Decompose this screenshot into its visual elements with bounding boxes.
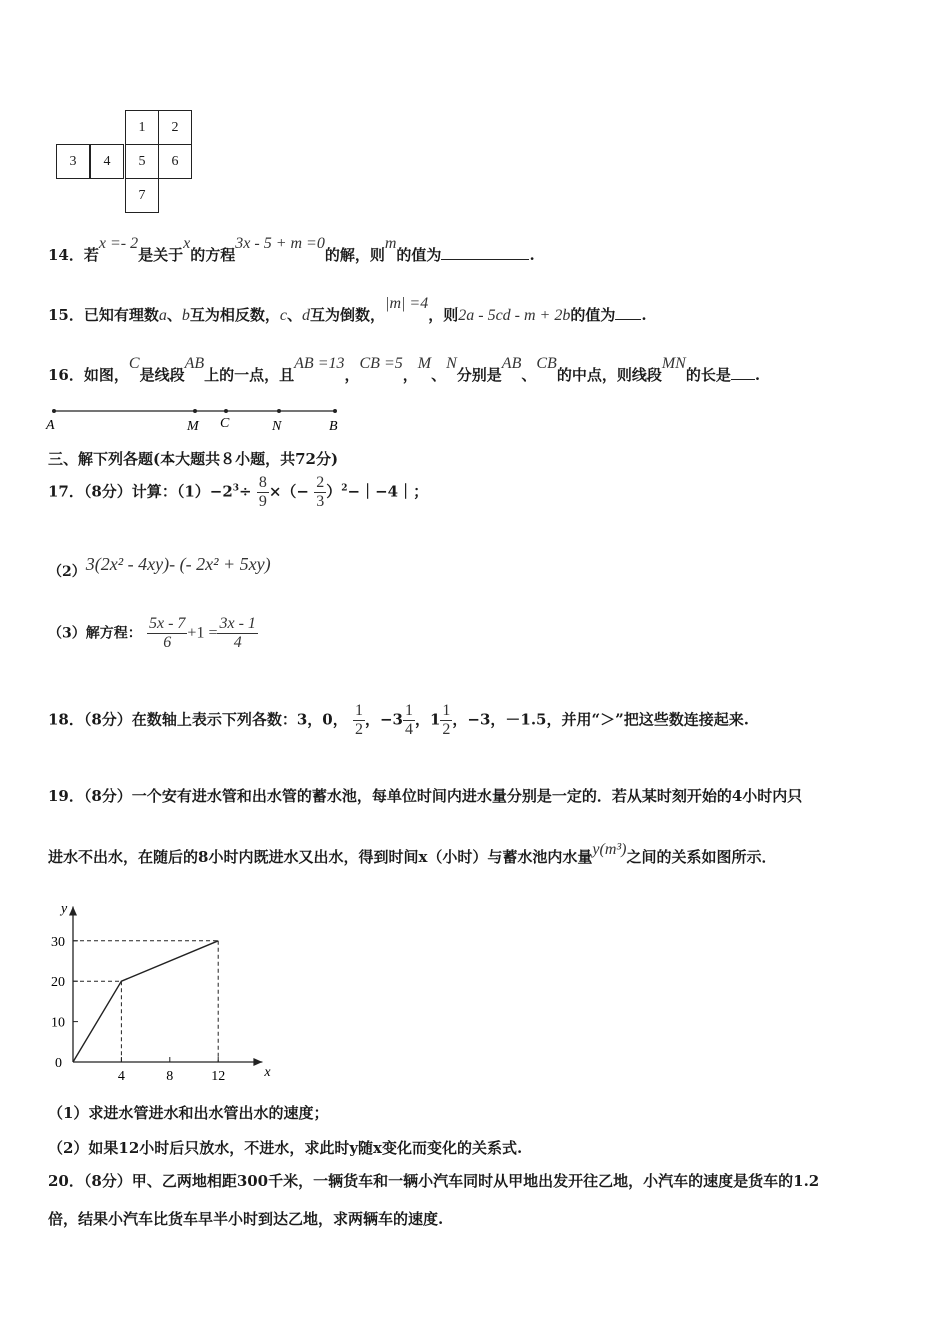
question-17-part-3 xyxy=(48,615,258,652)
math: a xyxy=(158,307,167,324)
text: （3）解方程： xyxy=(48,625,142,642)
text: ，则 xyxy=(428,306,459,324)
text: 的方程 xyxy=(190,246,236,264)
point-c xyxy=(224,409,228,413)
section-heading: 三、解下列各题(本大题共８小题，共72分) xyxy=(48,450,339,468)
question-20-line-2: 倍，结果小汽车比货车早半小时到达乙地，求两辆车的速度. xyxy=(48,1210,444,1228)
point-n xyxy=(277,409,281,413)
net-cell: 2 xyxy=(158,110,192,145)
net-cell: 3 xyxy=(56,144,90,179)
fraction: $\frac{8}{9}$ xyxy=(258,474,267,510)
net-cell: 7 xyxy=(125,178,159,213)
text: 分别是 xyxy=(456,366,502,384)
text: ，−3，－1.5，并用“＞”把这些数连接起来. xyxy=(452,710,749,729)
series-line xyxy=(73,941,218,1062)
text: 的值为 xyxy=(570,306,616,324)
text: 上的一点，且 xyxy=(204,366,295,384)
fraction: $\frac{1}{2}$ xyxy=(354,702,363,738)
x-axis-arrow xyxy=(253,1058,262,1066)
question-number: 14． xyxy=(48,246,84,264)
text: 的值为 xyxy=(396,246,442,264)
math: 3x - 5 + m =0 xyxy=(235,235,325,252)
question-17 xyxy=(48,474,428,511)
math: x =- 2 xyxy=(98,235,139,252)
text: 、 xyxy=(287,306,303,324)
text: 是关于 xyxy=(138,246,184,264)
math: N xyxy=(446,355,457,372)
question-number: 15． xyxy=(48,306,84,324)
answer-blank[interactable] xyxy=(441,259,529,260)
math: CB xyxy=(536,355,557,372)
question-19-line-2 xyxy=(48,841,777,867)
y-tick-label: 20 xyxy=(51,975,65,991)
text: ，−3 xyxy=(364,710,403,729)
text: （8分）在数轴上表示下列各数：3，0， xyxy=(83,710,348,729)
text: ÷ xyxy=(239,482,252,501)
fraction: $\frac{1}{2}$ xyxy=(442,702,451,738)
origin-label: 0 xyxy=(55,1056,62,1071)
text: 互为倒数， xyxy=(310,306,386,324)
question-number: 17． xyxy=(48,482,84,501)
math: AB xyxy=(184,355,205,372)
net-cell: 4 xyxy=(90,144,124,179)
question-number: 20． xyxy=(48,1172,84,1190)
x-axis-label: x xyxy=(264,1065,271,1080)
text: 的长是 xyxy=(685,366,731,384)
question-14 xyxy=(48,235,535,265)
fraction: $\frac{5x - 7}{6}$ xyxy=(148,615,186,651)
math: CB =5 xyxy=(359,355,403,372)
fraction: $\frac{2}{3}$ xyxy=(316,474,325,510)
text: −｜−4｜； xyxy=(347,482,429,501)
question-number: 16． xyxy=(48,366,84,384)
text: 如图， xyxy=(83,366,129,384)
math: M xyxy=(417,355,432,372)
math: AB xyxy=(501,355,522,372)
y-tick-label: 30 xyxy=(51,934,65,950)
text: 互为相反数， xyxy=(189,306,280,324)
question-17-part-2 xyxy=(48,554,271,581)
math: AB =13 xyxy=(294,355,345,372)
fraction: $\frac{1}{4}$ xyxy=(404,702,413,738)
text: ， xyxy=(402,366,418,384)
answer-blank[interactable] xyxy=(615,319,641,320)
text: . xyxy=(529,246,535,264)
net-cell: 6 xyxy=(158,144,192,179)
x-tick-label: 12 xyxy=(211,1069,226,1084)
math: |m| =4 xyxy=(385,295,429,312)
question-19-sub-1: （1）求进水管进水和出水管出水的速度； xyxy=(48,1104,329,1122)
label-m: M xyxy=(187,419,199,434)
text: （8分）计算： xyxy=(83,482,177,501)
label-b: B xyxy=(329,419,338,434)
text: ） xyxy=(326,482,342,501)
text: 、 xyxy=(431,366,447,384)
text: 进水不出水，在随后的8小时内既进水又出水，得到时间x（小时）与蓄水池内水量 xyxy=(48,848,593,866)
text: 若 xyxy=(83,246,99,264)
point-a xyxy=(52,409,56,413)
exponent: 2 xyxy=(341,483,348,494)
y-tick-label: 10 xyxy=(51,1015,65,1031)
math: 3(2x² - 4xy)- (- 2x² + 5xy) xyxy=(85,554,271,574)
water-level-chart xyxy=(40,880,290,1090)
text: 、 xyxy=(166,306,182,324)
net-cell: 5 xyxy=(125,144,159,179)
text: （2） xyxy=(48,564,86,580)
y-axis-arrow xyxy=(69,907,77,916)
math: +1 = xyxy=(187,624,218,642)
x-tick-label: 8 xyxy=(166,1069,174,1084)
label-n: N xyxy=(272,419,282,434)
point-m xyxy=(193,409,197,413)
question-20 xyxy=(48,1170,819,1191)
question-18 xyxy=(48,702,749,739)
question-15 xyxy=(48,295,647,325)
fraction: $\frac{3x - 1}{4}$ xyxy=(219,615,256,651)
point-b xyxy=(333,409,337,413)
text: （8分）一个安有进水管和出水管的蓄水池，每单位时间内进水量分别是一定的．若从某时刻开始的4小时内只 xyxy=(83,787,803,805)
text: 、 xyxy=(521,366,537,384)
exponent: 3 xyxy=(232,483,240,494)
y-axis-label: y xyxy=(61,901,68,917)
math: d xyxy=(302,307,311,324)
text: 已知有理数 xyxy=(83,306,159,324)
question-19 xyxy=(48,785,802,806)
math: x xyxy=(183,235,191,252)
text: 是线段 xyxy=(139,366,185,384)
math: b xyxy=(181,307,190,324)
label-c: C xyxy=(220,416,230,431)
math: c xyxy=(279,307,288,324)
answer-blank[interactable] xyxy=(731,379,755,380)
segment-figure xyxy=(40,400,360,436)
label-a: A xyxy=(46,418,55,433)
question-16 xyxy=(48,355,761,385)
question-number: 18． xyxy=(48,710,84,729)
net-cell: 1 xyxy=(125,110,159,145)
question-19-sub-2: （2）如果12小时后只放水，不进水，求此时y随x变化而变化的关系式. xyxy=(48,1139,523,1157)
math: y(m³) xyxy=(592,841,627,858)
math: m xyxy=(384,235,397,252)
text: ，1 xyxy=(414,710,441,729)
question-number: 19． xyxy=(48,787,84,805)
text: （8分）甲、乙两地相距300千米，一辆货车和一辆小汽车同时从甲地出发开往乙地，小汽车的速度是货车的1.2 xyxy=(83,1172,820,1190)
text: . xyxy=(754,366,761,384)
text: ， xyxy=(344,366,360,384)
text: （1）−2 xyxy=(176,482,233,501)
math: C xyxy=(128,355,140,372)
text: ×（− xyxy=(268,482,309,501)
text: 的解，则 xyxy=(324,246,385,264)
text: . xyxy=(641,306,647,324)
math: 2a - 5cd - m + 2b xyxy=(458,307,571,324)
text: 的中点，则线段 xyxy=(556,366,662,384)
math: MN xyxy=(661,355,686,372)
text: 之间的关系如图所示． xyxy=(626,848,777,866)
x-tick-label: 4 xyxy=(117,1069,125,1084)
